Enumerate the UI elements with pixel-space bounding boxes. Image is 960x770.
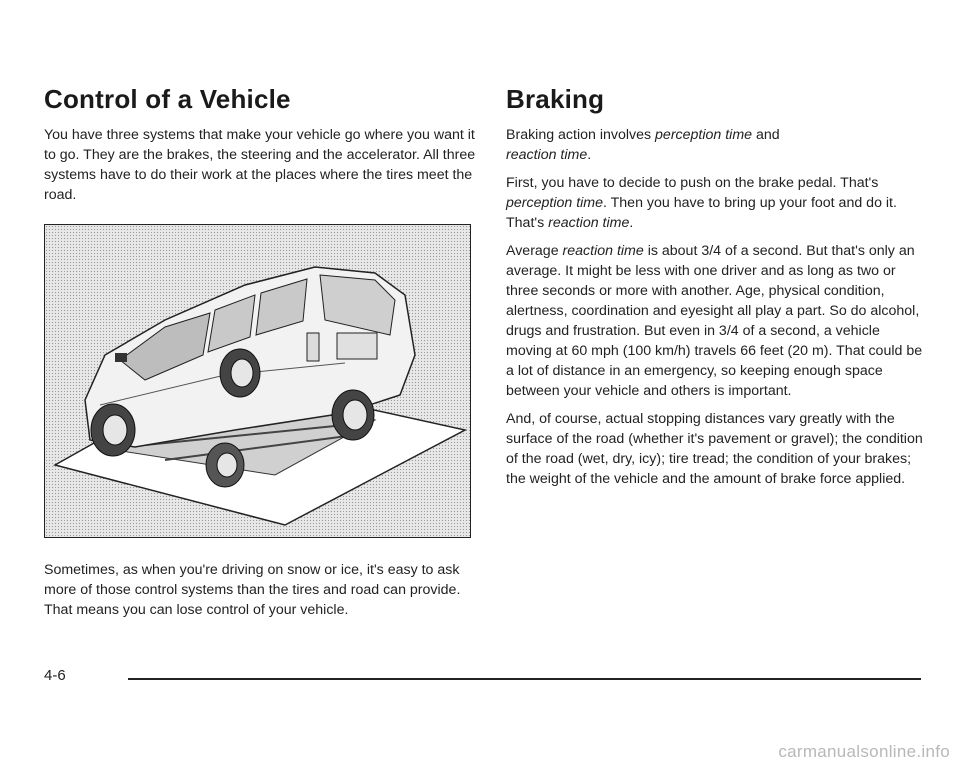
braking-paragraph-2 xyxy=(506,173,926,233)
term-reaction-time: reaction time xyxy=(506,147,588,163)
left-column xyxy=(44,84,476,205)
term-perception-time: perception time xyxy=(655,127,753,143)
text-run: and xyxy=(752,127,780,143)
front-wheel xyxy=(91,404,135,456)
section-title-control: Control of a Vehicle xyxy=(44,84,291,114)
term-perception-time: perception time xyxy=(506,195,603,211)
text-run: First, you have to decide to push on the brake pedal. That's xyxy=(506,175,879,191)
vehicle-illustration xyxy=(44,224,471,538)
text-run: Average xyxy=(506,243,563,259)
braking-paragraph-1 xyxy=(506,125,926,165)
text-run: . xyxy=(587,147,592,163)
braking-paragraph-4: And, of course, actual stopping distances vary greatly with the surface of the road (whether it's pavement or gravel); the condition of the road (wet, dry, icy); tire tread; the condition of your brakes; the weight of the vehicle and the amount of brake force applied. xyxy=(506,411,923,487)
text-run: Braking action involves xyxy=(506,127,656,143)
footer-rule xyxy=(128,678,921,680)
middle-wheel xyxy=(220,349,260,397)
snow-ice-paragraph: Sometimes, as when you're driving on snow or ice, it's easy to ask more of those control systems than the tires and road can provide. That means you can lose control of your vehicle. xyxy=(44,562,461,618)
text-run: is about 3/4 of a second. But that's only an average. It might be less with one driver and as long as two or three seconds or more with another. Age, physical condition, alertness, coordination and eyesight all play a part. So do alcohol, drugs and frustration. But even in 3/4 of a second, a vehicle moving at 60 mph (100 km/h) travels 66 feet (20 m). That could be a lot of distance in an emergency, so keeping enough space between your vehicle and others is important. xyxy=(506,243,923,399)
intro-paragraph: You have three systems that make your vehicle go where you want it to go. They are the brakes, the steering and the accelerator. All three systems have to do their work at the places where the tires meet the road. xyxy=(44,127,476,203)
watermark: carmanualsonline.info xyxy=(778,742,950,761)
license-plate-area xyxy=(337,333,377,359)
page-number: 4-6 xyxy=(44,667,66,684)
text-run: . xyxy=(629,215,634,231)
term-reaction-time: reaction time xyxy=(562,243,644,259)
side-mirror xyxy=(115,353,127,362)
braking-paragraph-3 xyxy=(506,241,926,401)
left-bottom-text xyxy=(44,560,464,620)
section-title-braking: Braking xyxy=(506,84,605,114)
lower-front-wheel xyxy=(206,443,244,487)
term-reaction-time: reaction time xyxy=(548,215,630,231)
van-on-road-drawing xyxy=(45,225,469,536)
rear-wheel xyxy=(332,390,374,440)
right-column xyxy=(506,84,926,497)
text-run: . Then you have to bring up your foot and do it. That's xyxy=(506,195,897,231)
tail-light xyxy=(307,333,319,361)
